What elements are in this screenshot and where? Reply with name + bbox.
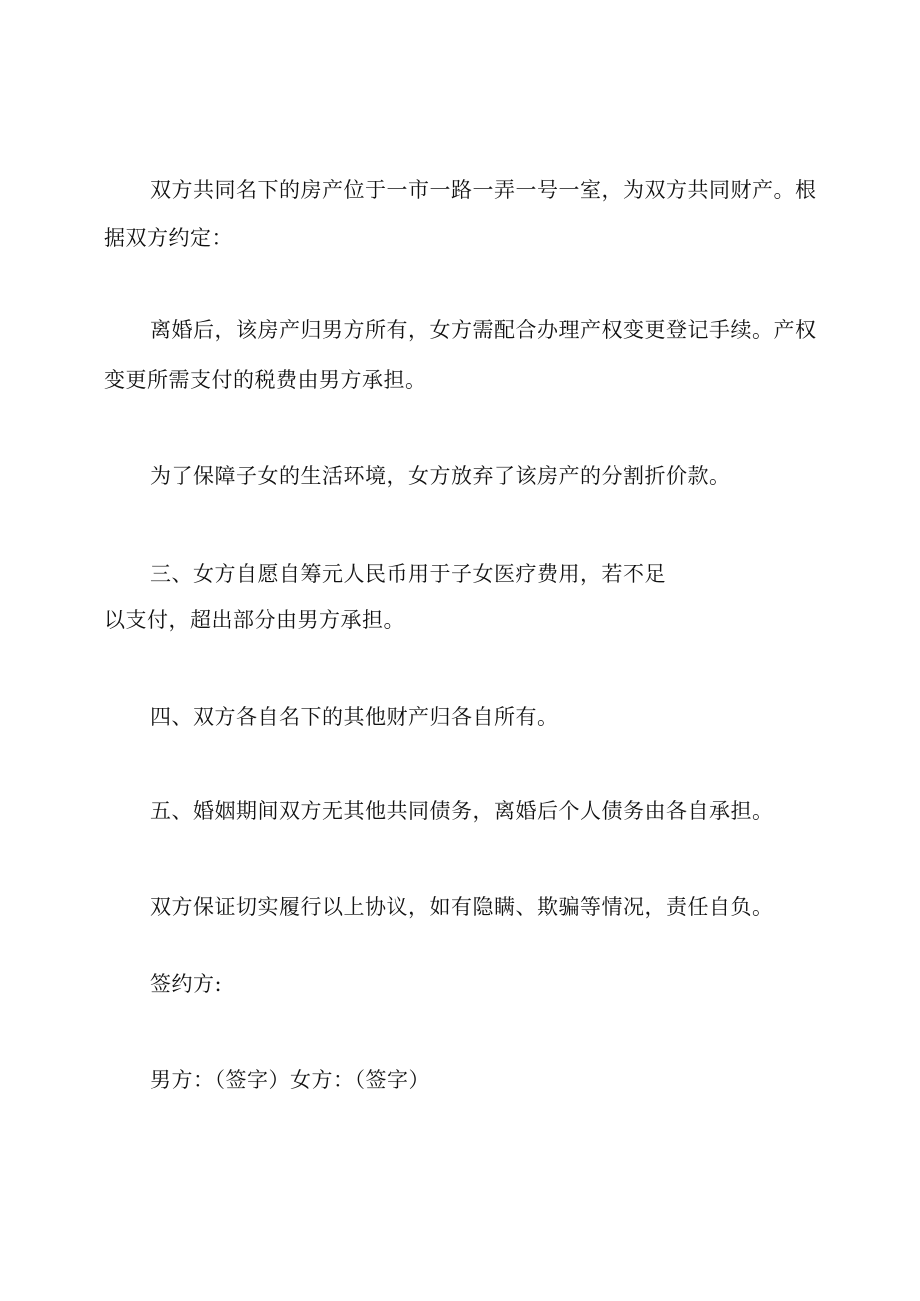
clause-three-line-2: 以支付，超出部分由男方承担。 <box>104 608 405 632</box>
clause-three-line-1: 三、女方自愿自筹元人民币用于子女医疗费用，若不足 <box>150 562 666 586</box>
paragraph-ownership-line-2: 变更所需支付的税费由男方承担。 <box>104 368 427 392</box>
signatories-label: 签约方: <box>150 972 223 996</box>
paragraph-children-environment: 为了保障子女的生活环境，女方放弃了该房产的分割折价款。 <box>150 464 731 488</box>
clause-four: 四、双方各自名下的其他财产归各自所有。 <box>150 705 559 729</box>
paragraph-property-line-1: 双方共同名下的房产位于一市一路一弄一号一室，为双方共同财产。根 <box>150 178 817 202</box>
guarantee-statement: 双方保证切实履行以上协议，如有隐瞒、欺骗等情况，责任自负。 <box>150 895 774 919</box>
clause-five: 五、婚姻期间双方无其他共同债务，离婚后个人债务由各自承担。 <box>150 799 774 823</box>
paragraph-ownership-line-1: 离婚后，该房产归男方所有，女方需配合办理产权变更登记手续。产权 <box>150 318 817 342</box>
signature-line: 男方：（签字）女方：（签字） <box>150 1068 430 1092</box>
paragraph-property-line-2: 据双方约定： <box>104 226 233 250</box>
